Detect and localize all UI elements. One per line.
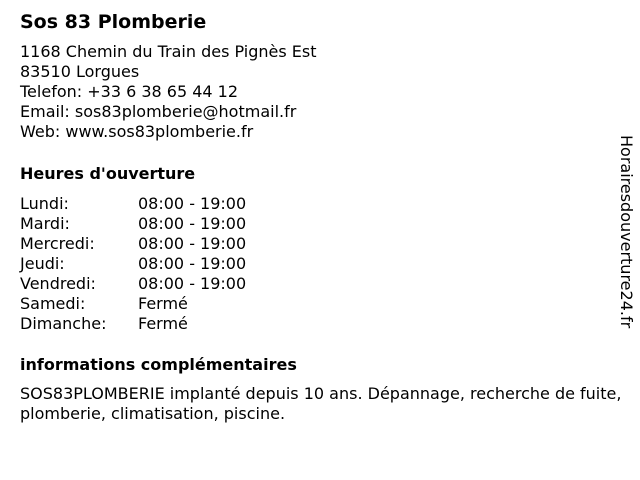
day-label: Mercredi:	[20, 234, 95, 253]
day-label: Mardi:	[20, 214, 70, 233]
hours-row-sunday	[20, 314, 246, 334]
hours-row-wednesday	[20, 234, 246, 254]
business-card	[20, 10, 622, 423]
phone-line: Telefon: +33 6 38 65 44 12	[20, 82, 239, 101]
hours-value: 08:00 - 19:00	[138, 194, 247, 213]
hours-row-saturday	[20, 294, 246, 314]
day-label: Dimanche:	[20, 314, 107, 333]
day-label: Vendredi:	[20, 274, 96, 293]
hours-row-friday	[20, 274, 246, 294]
additional-info-text: SOS83PLOMBERIE implanté depuis 10 ans. Dépannage, recherche de fuite, plomberie, climatisation, piscine.	[20, 384, 622, 423]
opening-hours-heading: Heures d'ouverture	[20, 164, 196, 183]
additional-info-heading: informations complémentaires	[20, 355, 297, 374]
hours-value: 08:00 - 19:00	[138, 254, 247, 273]
opening-hours-table	[20, 194, 246, 334]
website-line: Web: www.sos83plomberie.fr	[20, 122, 254, 141]
day-label: Lundi:	[20, 194, 69, 213]
hours-value: Fermé	[138, 294, 188, 313]
vertical-site-brand: Horairesdouverture24.fr	[617, 135, 636, 329]
address-line-2: 83510 Lorgues	[20, 62, 140, 81]
hours-value: 08:00 - 19:00	[138, 214, 247, 233]
hours-value: Fermé	[138, 314, 188, 333]
hours-row-tuesday	[20, 214, 246, 234]
address-line-1: 1168 Chemin du Train des Pignès Est	[20, 42, 317, 61]
day-label: Jeudi:	[20, 254, 65, 273]
hours-value: 08:00 - 19:00	[138, 234, 247, 253]
day-label: Samedi:	[20, 294, 86, 313]
email-line: Email: sos83plomberie@hotmail.fr	[20, 102, 297, 121]
hours-row-thursday	[20, 254, 246, 274]
hours-row-monday	[20, 194, 246, 214]
business-name: Sos 83 Plomberie	[20, 11, 207, 33]
hours-value: 08:00 - 19:00	[138, 274, 247, 293]
